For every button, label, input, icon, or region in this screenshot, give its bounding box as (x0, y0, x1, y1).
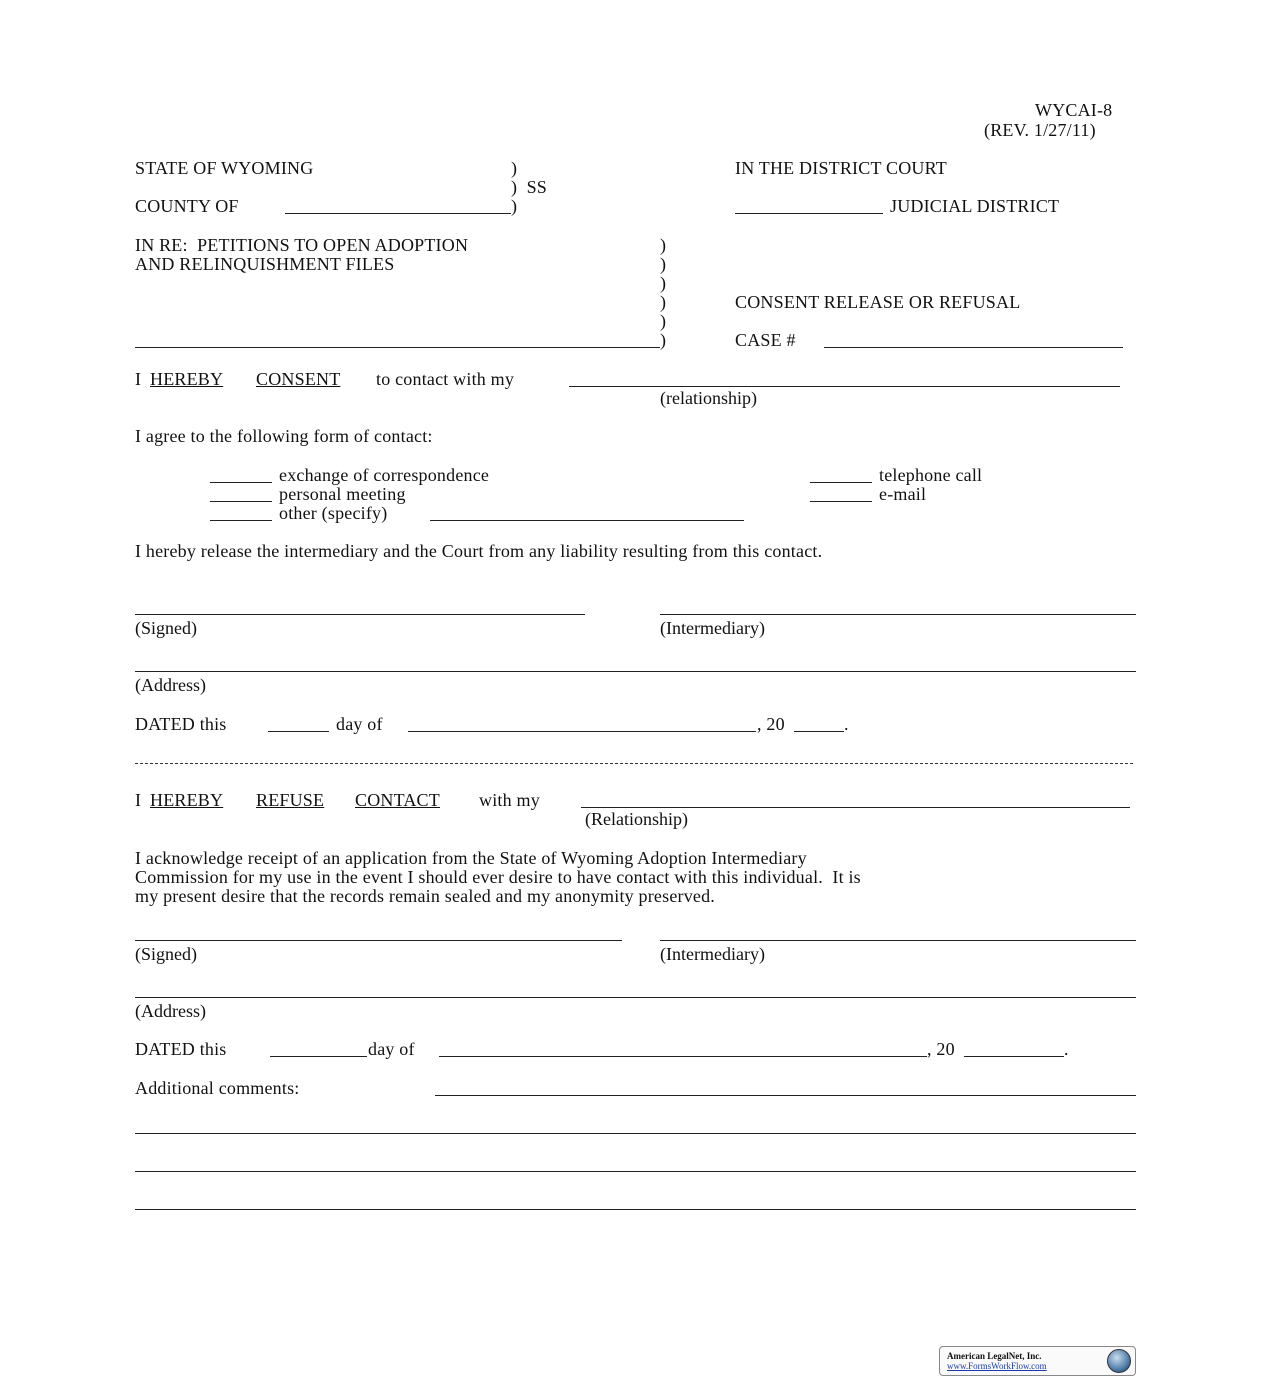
telephone-checkbox[interactable] (810, 482, 872, 483)
caption-paren: ) (660, 254, 667, 274)
refuse-i: I (135, 790, 142, 810)
comments-line-2[interactable] (135, 1133, 1136, 1134)
form-id: WYCAI-8 (1035, 100, 1113, 120)
agree-text: I agree to the following form of contact: (135, 426, 433, 446)
consent-relationship-caption: (relationship) (660, 388, 757, 408)
publisher-name: American LegalNet, Inc. (947, 1351, 1042, 1361)
email-label: e-mail (879, 484, 927, 504)
comments-line-4[interactable] (135, 1209, 1136, 1210)
refusal-relationship-field[interactable] (581, 807, 1130, 808)
form-revision: (REV. 1/27/11) (984, 120, 1096, 140)
caption-paren: ) (660, 273, 667, 293)
telephone-label: telephone call (879, 465, 983, 485)
refusal-month-field[interactable] (439, 1056, 927, 1057)
meeting-checkbox[interactable] (210, 501, 272, 502)
consent-day-field[interactable] (268, 731, 329, 732)
consent-relationship-field[interactable] (569, 386, 1120, 387)
refuse-hereby: HEREBY (150, 790, 224, 810)
consent-i: I (135, 369, 142, 389)
comments-line-1[interactable] (435, 1095, 1136, 1096)
refusal-signed-caption: (Signed) (135, 944, 197, 964)
refusal-day-field[interactable] (270, 1056, 367, 1057)
county-field[interactable] (285, 213, 511, 214)
consent-dayof-label: day of (336, 714, 383, 734)
caption-paren: ) (511, 196, 518, 216)
consent-signature-field[interactable] (135, 614, 585, 615)
publisher-url[interactable]: www.FormsWorkFlow.com (947, 1361, 1047, 1371)
in-re-line2: AND RELINQUISHMENT FILES (135, 254, 395, 274)
publisher-badge[interactable] (939, 1346, 1136, 1376)
email-checkbox[interactable] (810, 501, 872, 502)
comments-label: Additional comments: (135, 1078, 300, 1098)
court-label: IN THE DISTRICT COURT (735, 158, 947, 178)
refusal-intermediary-caption: (Intermediary) (660, 944, 765, 964)
refuse-contact-word: CONTACT (355, 790, 440, 810)
refusal-signature-field[interactable] (135, 940, 622, 941)
petitioner-name-field[interactable] (135, 347, 660, 348)
judicial-district-field[interactable] (735, 213, 883, 214)
refusal-dated-label: DATED this (135, 1039, 227, 1059)
ack-line3: my present desire that the records remain sealed and my anonymity preserved. (135, 886, 716, 906)
refuse-word: REFUSE (256, 790, 325, 810)
refusal-year-field[interactable] (964, 1056, 1064, 1057)
correspondence-checkbox[interactable] (210, 482, 272, 483)
consent-year-field[interactable] (794, 731, 844, 732)
consent-address-caption: (Address) (135, 675, 206, 695)
consent-signed-caption: (Signed) (135, 618, 197, 638)
judicial-district-label: JUDICIAL DISTRICT (890, 196, 1060, 216)
consent-intermediary-caption: (Intermediary) (660, 618, 765, 638)
correspondence-label: exchange of correspondence (279, 465, 490, 485)
refusal-period: . (1064, 1039, 1069, 1059)
consent-word: CONSENT (256, 369, 341, 389)
caption-paren: ) (511, 158, 518, 178)
caption-paren: ) (660, 311, 667, 331)
refusal-intermediary-field[interactable] (660, 940, 1136, 941)
ack-line2: Commission for my use in the event I should ever desire to have contact with this individual. It is (135, 867, 861, 887)
caption-paren: ) (660, 292, 667, 312)
section-divider (135, 763, 1133, 764)
refuse-with-my: with my (479, 790, 540, 810)
ack-line1: I acknowledge receipt of an application from the State of Wyoming Adoption Intermediary (135, 848, 807, 868)
consent-dated-label: DATED this (135, 714, 227, 734)
in-re-line1: IN RE: PETITIONS TO OPEN ADOPTION (135, 235, 469, 255)
consent-hereby: HEREBY (150, 369, 224, 389)
consent-year-prefix: , 20 (757, 714, 785, 734)
consent-period: . (844, 714, 849, 734)
case-label: CASE # (735, 330, 796, 350)
caption-paren: ) (660, 235, 667, 255)
release-text: I hereby release the intermediary and the Court from any liability resulting from this contact. (135, 541, 823, 561)
case-number-field[interactable] (824, 347, 1123, 348)
refusal-address-field[interactable] (135, 997, 1136, 998)
other-specify-field[interactable] (430, 520, 744, 521)
refusal-dayof-label: day of (368, 1039, 415, 1059)
other-checkbox[interactable] (210, 520, 272, 521)
county-label: COUNTY OF (135, 196, 239, 216)
document-title: CONSENT RELEASE OR REFUSAL (735, 292, 1021, 312)
caption-paren: ) (660, 330, 667, 350)
state-label: STATE OF WYOMING (135, 158, 314, 178)
comments-line-3[interactable] (135, 1171, 1136, 1172)
refusal-address-caption: (Address) (135, 1001, 206, 1021)
refusal-relationship-caption: (Relationship) (585, 809, 688, 829)
consent-address-field[interactable] (135, 671, 1136, 672)
consent-intermediary-field[interactable] (660, 614, 1136, 615)
consent-text: to contact with my (376, 369, 515, 389)
other-label: other (specify) (279, 503, 388, 523)
refusal-year-prefix: , 20 (927, 1039, 955, 1059)
ss-label: ) SS (511, 177, 548, 197)
meeting-label: personal meeting (279, 484, 406, 504)
globe-icon (1107, 1349, 1131, 1373)
consent-month-field[interactable] (408, 731, 756, 732)
